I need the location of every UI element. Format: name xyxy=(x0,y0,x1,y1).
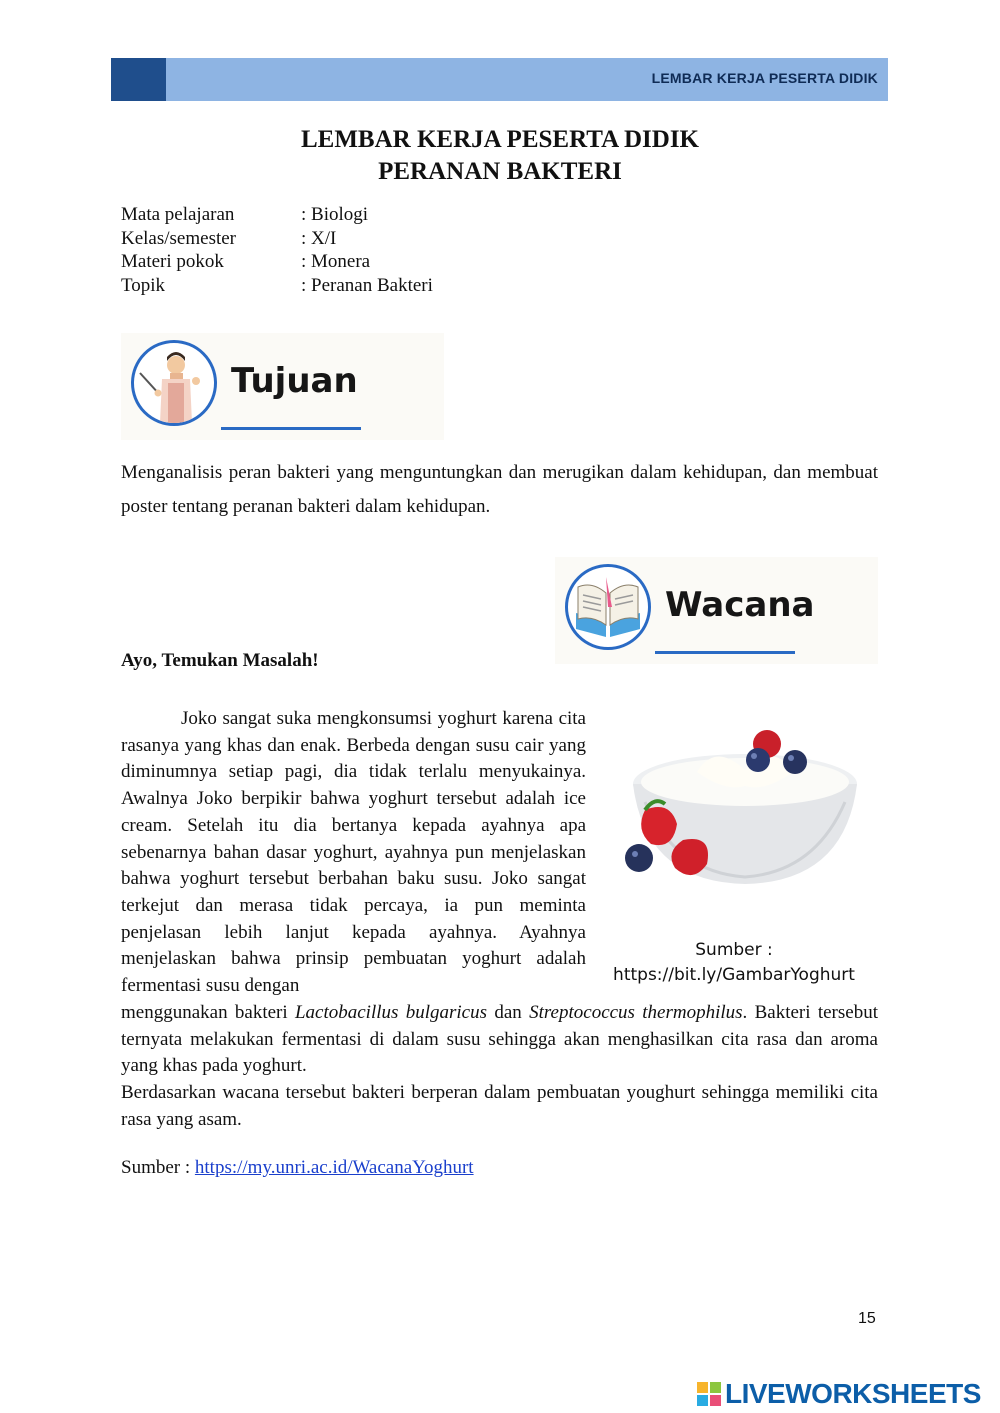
story-text: dan xyxy=(494,1002,522,1023)
story-text: menggunakan bakteri xyxy=(121,1002,288,1023)
info-row xyxy=(121,203,433,227)
species-name: Streptococcus thermophilus xyxy=(529,1002,743,1023)
source-line xyxy=(121,1157,474,1179)
info-row xyxy=(121,274,433,298)
story-continuation xyxy=(121,1000,878,1134)
watermark-text: LIVEWORKSHEETS xyxy=(725,1378,981,1409)
teacher-icon xyxy=(131,340,217,426)
source-label: Sumber : xyxy=(121,1157,191,1178)
open-book-icon xyxy=(565,564,651,650)
wacana-badge xyxy=(555,557,878,664)
header-label: LEMBAR KERJA PESERTA DIDIK xyxy=(651,70,878,86)
tujuan-badge xyxy=(121,333,444,440)
story-paragraph xyxy=(121,706,586,1000)
conclusion-text: Berdasarkan wacana tersebut bakteri berperan dalam pembuatan youghurt sehingga memiliki cita rasa yang asam. xyxy=(121,1082,878,1130)
info-value: : Monera xyxy=(301,251,371,272)
info-table xyxy=(121,203,433,297)
story-text: . Bakteri tersebut ternyata melakukan fermentasi di dalam susu sehingga akan menghasilkan cita rasa dan aroma yang khas pada yoghurt. xyxy=(121,1002,878,1077)
info-label: Topik xyxy=(121,274,166,296)
source-link[interactable]: https://my.unri.ac.id/WacanaYoghurt xyxy=(194,1157,474,1178)
badge-underline xyxy=(655,651,795,654)
info-label: Materi pokok xyxy=(121,251,224,272)
liveworksheets-logo xyxy=(697,1378,981,1410)
badge-underline xyxy=(221,427,361,430)
page-subtitle: PERANAN BAKTERI xyxy=(378,158,622,185)
caption-url: https://bit.ly/GambarYoghurt xyxy=(613,965,855,985)
wacana-badge-label: Wacana xyxy=(665,585,815,625)
image-caption xyxy=(600,938,868,988)
info-label: Mata pelajaran xyxy=(121,204,235,225)
page-number: 15 xyxy=(858,1310,876,1327)
info-row xyxy=(121,250,433,274)
info-value: : X/I xyxy=(301,227,337,249)
caption-label: Sumber : xyxy=(695,940,773,960)
tujuan-badge-label: Tujuan xyxy=(231,361,358,401)
info-value: : Biologi xyxy=(301,204,369,225)
header-accent-block xyxy=(111,58,166,101)
liveworksheets-icon xyxy=(697,1382,721,1406)
info-label: Kelas/semester xyxy=(121,227,237,249)
header-bar xyxy=(111,58,888,101)
tujuan-text: Menganalisis peran bakteri yang menguntungkan dan merugikan dalam kehidupan, dan membuat poster tentang peranan bakteri dalam kehidupan. xyxy=(121,462,878,517)
info-value: : Peranan Bakteri xyxy=(301,274,433,296)
species-name: Lactobacillus bulgaricus xyxy=(294,1002,488,1023)
yoghurt-image xyxy=(615,712,865,897)
section-heading: Ayo, Temukan Masalah! xyxy=(121,650,319,671)
page-title: LEMBAR KERJA PESERTA DIDIK xyxy=(300,126,700,153)
info-row xyxy=(121,227,433,251)
story-text: Joko sangat suka mengkonsumsi yoghurt karena cita rasanya yang khas dan enak. Berbeda dengan susu cair yang diminumnya setiap pagi, dia tidak terlalu menyukainya. Awalnya Joko berpikir bahwa yoghurt tersebut adalah ice cream. Setelah itu dia bertanya kepada ayahnya apa sebenarnya bahan dasar yoghurt, ayahnya pun menjelaskan bahwa yoghurt tersebut berbahan baku susu. Joko sangat terkejut dan merasa tidak percaya, ia pun meminta penjelasan lebih lanjut kepada ayahnya. Ayahnya menjelaskan bahwa prinsip pembuatan yoghurt adalah fermentasi susu dengan xyxy=(121,708,586,997)
